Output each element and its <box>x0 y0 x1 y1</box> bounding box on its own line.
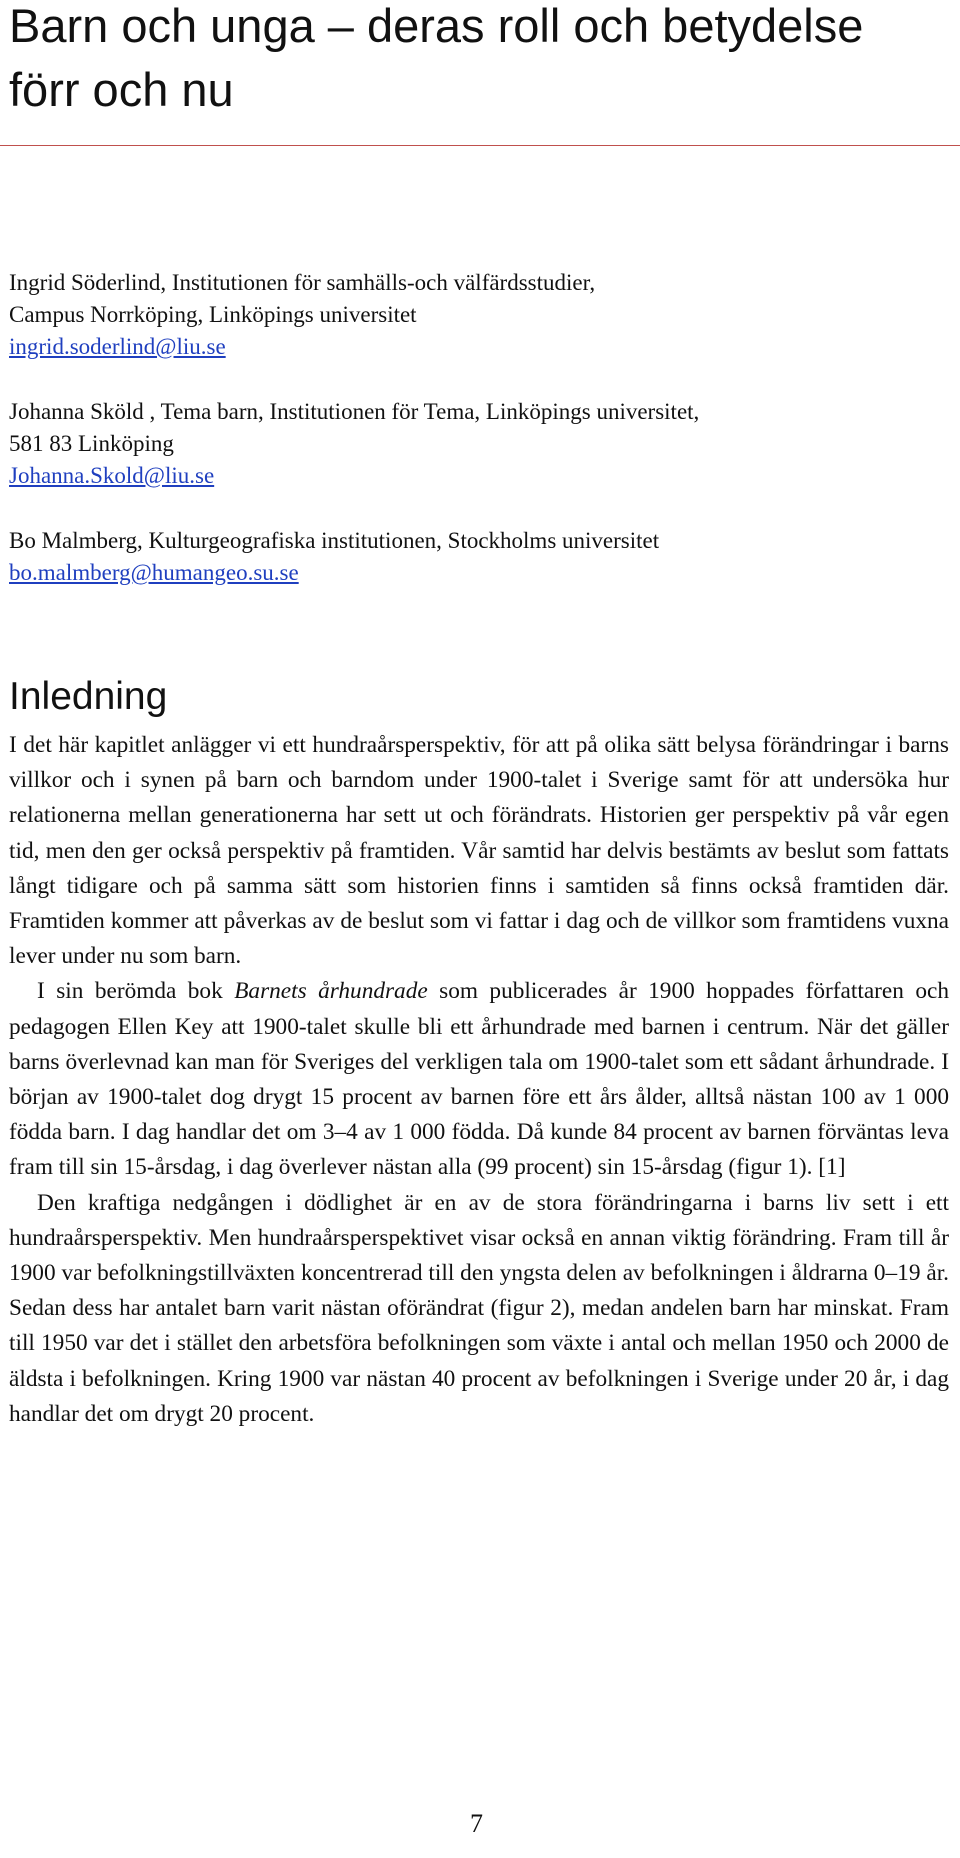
author-email-link[interactable]: ingrid.soderlind@liu.se <box>9 334 226 359</box>
author-email-link[interactable]: Johanna.Skold@liu.se <box>9 463 215 488</box>
body-text <box>9 728 949 1432</box>
author-affiliation-line: 581 83 Linköping <box>9 431 174 456</box>
author-block <box>9 267 949 363</box>
page-number: 7 <box>470 1809 483 1838</box>
author-list <box>9 267 949 622</box>
paragraph-text: I sin berömda bok <box>37 978 235 1005</box>
author-affiliation-line: Johanna Sköld , Tema barn, Institutionen för Tema, Linköpings universitet, <box>9 399 700 424</box>
paragraph: I det här kapitlet anlägger vi ett hundraårsperspektiv, för att på olika sätt belysa förändringar i barns villkor och i synen på barn och barndom under 1900-talet i Sverige samt för att undersöka hur relationerna mellan generationerna har sett ut och förändrats. Historien ger perspektiv på vår egen tid, men den ger också perspektiv på framtiden. Vår samtid har delvis bestämts av beslut som fattats långt tidigare och på samma sätt som historien finns i samtiden så finns också framtiden där. Framtiden kommer att påverkas av de beslut som vi fattar i dag och de villkor som framtidens vuxna lever under nu som barn. <box>9 732 949 970</box>
paragraph-text: som publicerades år 1900 hoppades författaren och pedagogen Ellen Key att 1900-talet skulle bli ett århundrade med barnen i centrum. När det gäller barns överlevnad kan man för Sveriges del verkligen tala om 1900-talet som ett sådant århundrade. I början av 1900-talet dog drygt 15 procent av barnen före ett års ålder, alltså nästan 100 av 1 000 födda barn. I dag handlar det om 3–4 av 1 000 födda. Då kunde 84 procent av barnen förväntas leva fram till sin 15-årsdag, i dag överlever nästan alla (99 procent) sin 15-årsdag (figur 1). [1] <box>9 978 949 1181</box>
title-divider <box>0 145 960 146</box>
author-affiliation-line: Bo Malmberg, Kulturgeografiska institutionen, Stockholms universitet <box>9 528 660 553</box>
paragraph <box>9 974 949 1185</box>
section-heading: Inledning <box>9 675 168 718</box>
author-affiliation-line: Ingrid Söderlind, Institutionen för samhälls-och välfärdsstudier, <box>9 270 596 295</box>
author-email-link[interactable]: bo.malmberg@humangeo.su.se <box>9 560 299 585</box>
page-title: Barn och unga – deras roll och betydelse förr och nu <box>9 0 864 116</box>
paragraph: Den kraftiga nedgången i dödlighet är en av de stora förändringarna i barns liv sett i ett hundraårsperspektiv. Men hundraårsperspektivet visar också en annan viktig förändring. Fram till år 1900 var befolkningstillväxten koncentrerad till den yngsta delen av befolkningen i åldrarna 0–19 år. Sedan dess har antalet barn varit nästan oförändrat (figur 2), medan andelen barn har minskat. Fram till 1950 var det i stället den arbetsföra befolkningen som växte i antal och mellan 1950 och 2000 de äldsta i befolkningen. Kring 1900 var nästan 40 procent av befolkningen i Sverige under 20 år, i dag handlar det om drygt 20 procent. <box>9 1189 949 1427</box>
author-block <box>9 525 949 589</box>
author-affiliation-line: Campus Norrköping, Linköpings universitet <box>9 302 417 327</box>
author-block <box>9 396 949 492</box>
book-title: Barnets århundrade <box>234 978 428 1005</box>
